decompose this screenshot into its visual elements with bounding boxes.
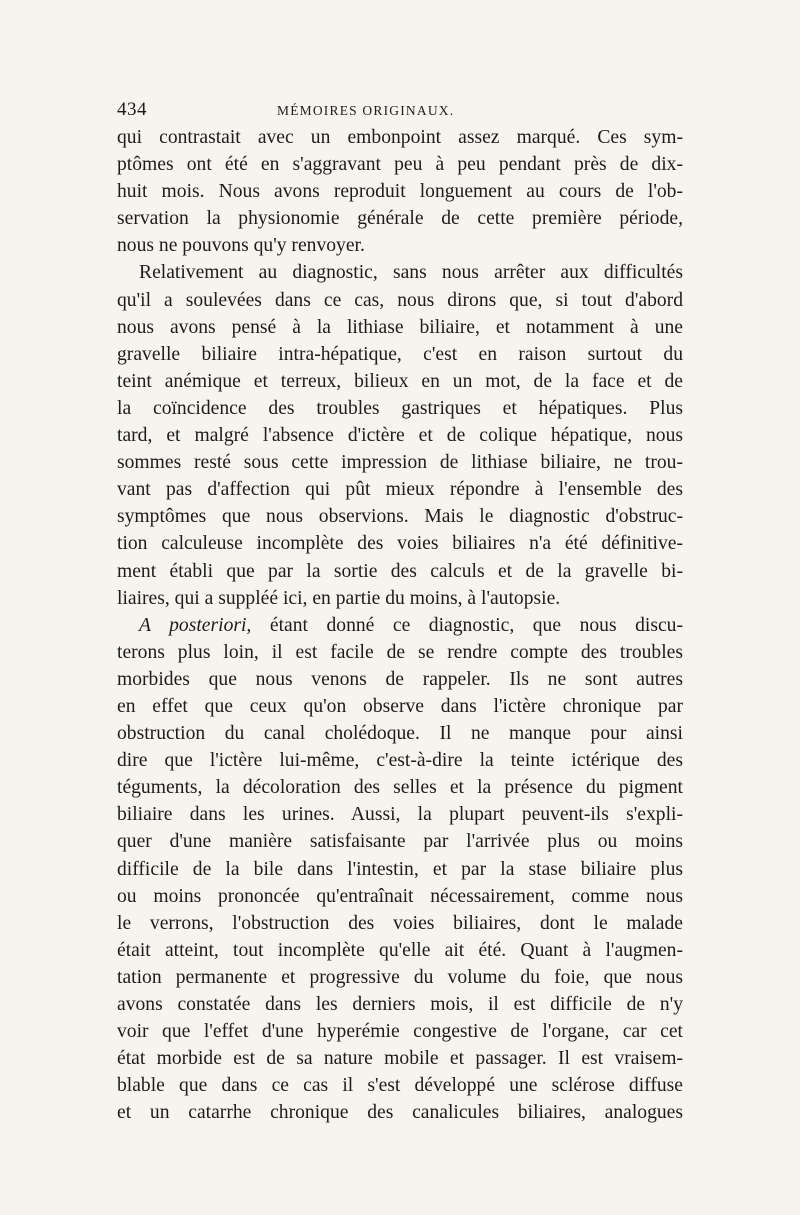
page-number: 434 bbox=[117, 99, 147, 120]
text-line: était atteint, tout incomplète qu'elle ait été. Quant à l'augmen- bbox=[117, 939, 683, 961]
text-line: quer d'une manière satisfaisante par l'arrivée plus ou moins bbox=[117, 831, 683, 853]
text-line: sommes resté sous cette impression de lithiase biliaire, ne trou- bbox=[117, 452, 683, 474]
text-line: nous ne pouvons qu'y renvoyer. bbox=[117, 235, 365, 257]
text-line: avons constatée dans les derniers mois, il est difficile de n'y bbox=[117, 994, 683, 1015]
text-line: téguments, la décoloration des selles et la présence du pigment bbox=[117, 777, 683, 799]
running-head: MÉMOIRES ORIGINAUX. bbox=[277, 103, 455, 118]
text-line: servation la physionomie générale de cette première période, bbox=[117, 208, 683, 230]
text-line: tation permanente et progressive du volume du foie, que nous bbox=[117, 966, 683, 988]
text-line: Relativement au diagnostic, sans nous arrêter aux difficultés bbox=[139, 262, 683, 284]
text-line: dire que l'ictère lui-même, c'est-à-dire la teinte ictérique des bbox=[117, 750, 683, 772]
text-line: symptômes que nous observions. Mais le diagnostic d'obstruc- bbox=[117, 506, 683, 528]
text-line: vant pas d'affection qui pût mieux répondre à l'ensemble des bbox=[117, 479, 683, 501]
text-line: biliaire dans les urines. Aussi, la plupart peuvent-ils s'expli- bbox=[117, 804, 683, 826]
text-line: huit mois. Nous avons reproduit longuement au cours de l'ob- bbox=[117, 181, 683, 203]
text-line: qui contrastait avec un embonpoint assez marqué. Ces sym- bbox=[117, 127, 683, 148]
text-line: et un catarrhe chronique des canalicules biliaires, analogues bbox=[117, 1102, 683, 1124]
text-line: nous avons pensé à la lithiase biliaire, et notamment à une bbox=[117, 316, 683, 338]
text-line-rest: étant donné ce diagnostic, que nous discu- bbox=[269, 614, 683, 636]
text-line bbox=[117, 612, 683, 639]
text-line: difficile de la bile dans l'intestin, et par la stase biliaire plus bbox=[117, 858, 683, 880]
text-line: terons plus loin, il est facile de se rendre compte des troubles bbox=[117, 641, 683, 663]
text-line: ou moins prononcée qu'entraînait nécessairement, comme nous bbox=[117, 885, 683, 907]
text-line: ptômes ont été en s'aggravant peu à peu pendant près de dix- bbox=[117, 154, 683, 176]
text-line: en effet que ceux qu'on observe dans l'ictère chronique par bbox=[117, 695, 683, 717]
text-line: obstruction du canal cholédoque. Il ne manque pour ainsi bbox=[117, 723, 683, 745]
text-line: teint anémique et terreux, bilieux en un mot, de la face et de bbox=[117, 370, 683, 392]
text-line: liaires, qui a suppléé ici, en partie du moins, à l'autopsie. bbox=[117, 587, 561, 609]
page-header bbox=[117, 99, 683, 125]
text-line: tard, et malgré l'absence d'ictère et de colique hépatique, nous bbox=[117, 425, 683, 447]
text-line: tion calculeuse incomplète des voies biliaires n'a été définitive- bbox=[117, 533, 683, 555]
text-line: morbides que nous venons de rappeler. Ils ne sont autres bbox=[117, 668, 683, 690]
text-line: blable que dans ce cas il s'est développé une sclérose diffuse bbox=[117, 1075, 683, 1097]
text-line: la coïncidence des troubles gastriques et hépatiques. Plus bbox=[117, 397, 683, 419]
text-line: le verrons, l'obstruction des voies biliaires, dont le malade bbox=[117, 912, 683, 934]
italic-phrase: A posteriori, bbox=[139, 614, 252, 636]
text-line: voir que l'effet d'une hyperémie congestive de l'organe, car cet bbox=[117, 1021, 683, 1043]
text-line: ment établi que par la sortie des calculs et de la gravelle bi- bbox=[117, 560, 683, 582]
text-line: qu'il a soulevées dans ce cas, nous dirons que, si tout d'abord bbox=[117, 289, 683, 311]
text-line: état morbide est de sa nature mobile et passager. Il est vraisem- bbox=[117, 1048, 683, 1070]
body-text bbox=[117, 124, 683, 1126]
text-line: gravelle biliaire intra-hépatique, c'est en raison surtout du bbox=[117, 343, 683, 365]
